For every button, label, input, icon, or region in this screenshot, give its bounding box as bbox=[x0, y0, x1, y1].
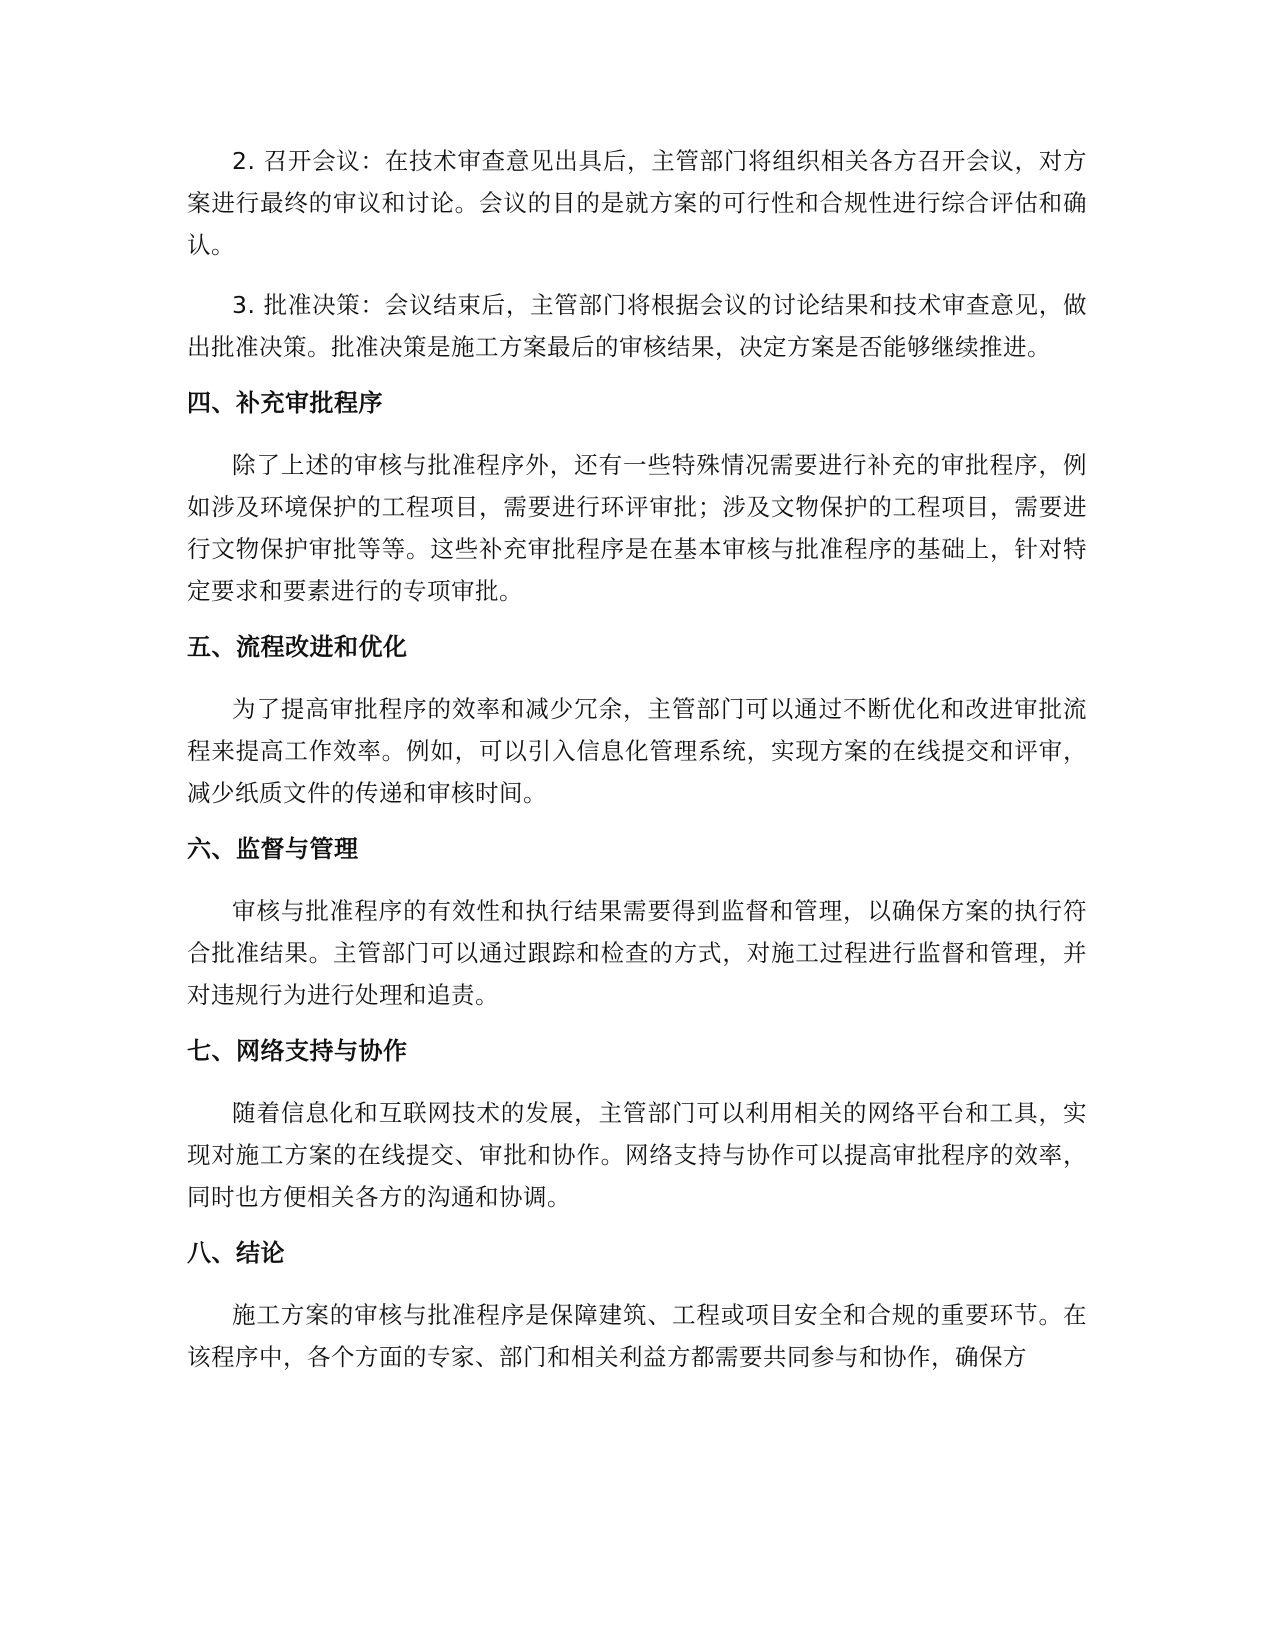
section-supplementary-approval bbox=[187, 386, 1087, 630]
section-paragraph: 审核与批准程序的有效性和执行结果需要得到监督和管理，以确保方案的执行符合批准结果。主管部门可以通过跟踪和检查的方式，对施工过程进行监督和管理，并对违规行为进行处理和追责。 bbox=[187, 897, 1087, 1009]
section-heading: 七、网络支持与协作 bbox=[187, 1037, 408, 1065]
section-paragraph: 为了提高审批程序的效率和减少冗余，主管部门可以通过不断优化和改进审批流程来提高工作效率。例如，可以引入信息化管理系统，实现方案的在线提交和评审，减少纸质文件的传递和审核时间。 bbox=[187, 695, 1087, 807]
section-conclusion bbox=[187, 1236, 1087, 1378]
document-page bbox=[187, 140, 1087, 1378]
paragraph-meeting: 2. 召开会议：在技术审查意见出具后，主管部门将组织相关各方召开会议，对方案进行最终的审议和讨论。会议的目的是就方案的可行性和合规性进行综合评估和确认。 bbox=[187, 147, 1087, 259]
section-process-improvement bbox=[187, 630, 1087, 832]
section-heading: 五、流程改进和优化 bbox=[187, 633, 408, 661]
section-heading: 八、结论 bbox=[187, 1239, 285, 1267]
paragraph-approval-decision: 3. 批准决策：会议结束后，主管部门将根据会议的讨论结果和技术审查意见，做出批准决策。批准决策是施工方案最后的审核结果，决定方案是否能够继续推进。 bbox=[187, 291, 1087, 361]
section-heading: 四、补充审批程序 bbox=[187, 389, 383, 417]
section-network-support bbox=[187, 1034, 1087, 1236]
section-paragraph: 随着信息化和互联网技术的发展，主管部门可以利用相关的网络平台和工具，实现对施工方案的在线提交、审批和协作。网络支持与协作可以提高审批程序的效率，同时也方便相关各方的沟通和协调。 bbox=[187, 1099, 1087, 1211]
section-paragraph: 施工方案的审核与批准程序是保障建筑、工程或项目安全和合规的重要环节。在该程序中，各个方面的专家、部门和相关利益方都需要共同参与和协作，确保方 bbox=[187, 1301, 1087, 1371]
section-supervision bbox=[187, 832, 1087, 1034]
section-heading: 六、监督与管理 bbox=[187, 835, 359, 863]
section-paragraph: 除了上述的审核与批准程序外，还有一些特殊情况需要进行补充的审批程序，例如涉及环境保护的工程项目，需要进行环评审批；涉及文物保护的工程项目，需要进行文物保护审批等等。这些补充审批程序是在基本审核与批准程序的基础上，针对特定要求和要素进行的专项审批。 bbox=[187, 451, 1087, 605]
